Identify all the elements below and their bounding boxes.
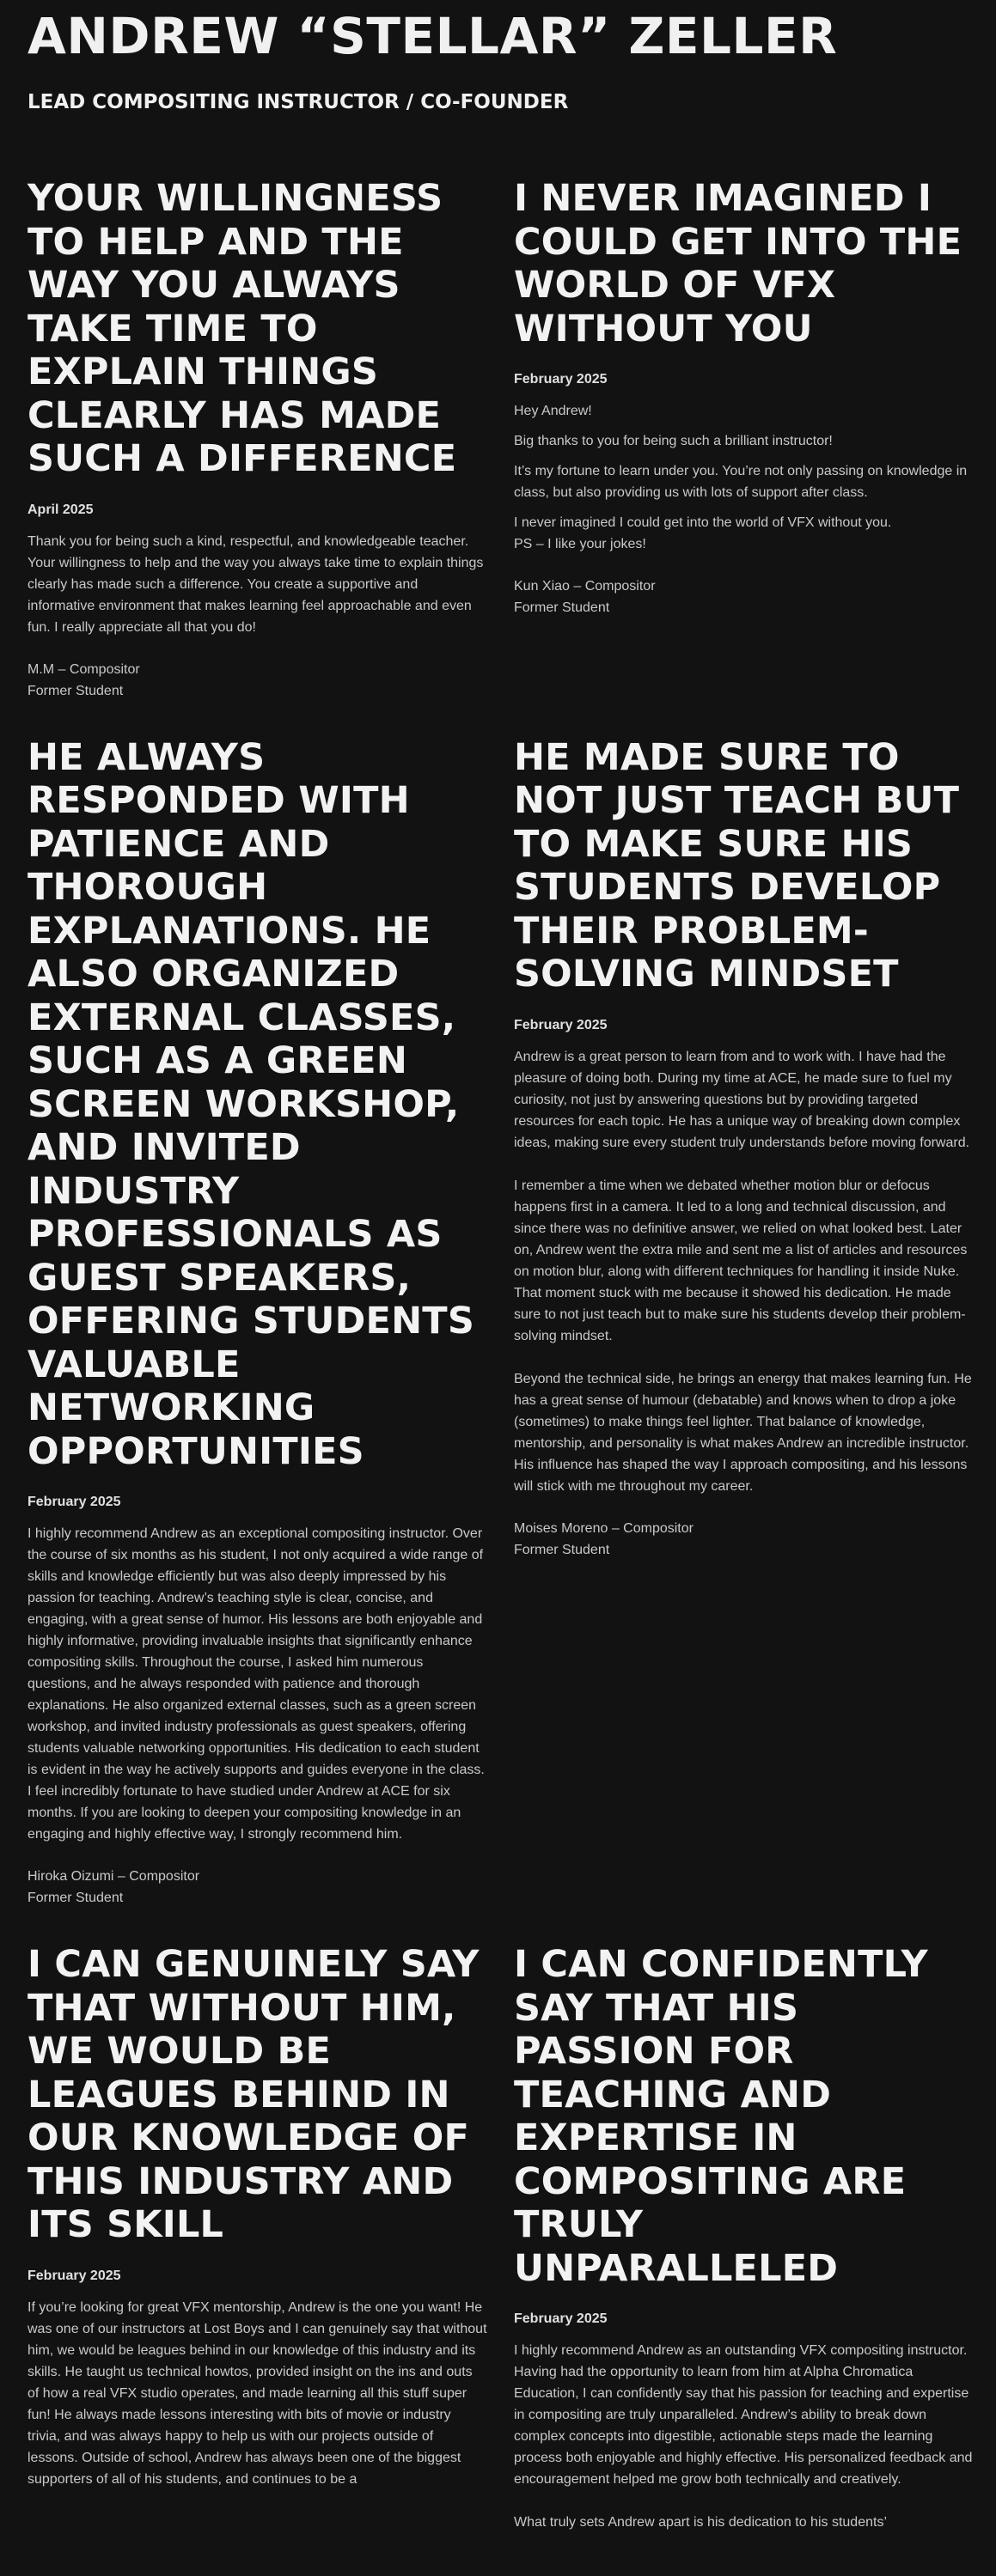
testimonial-quote: I CAN CONFIDENTLY SAY THAT HIS PASSION FOR TEACHING AND EXPERTISE IN COMPOSITING ARE TRULY UNPARALLELED [514, 1943, 928, 2290]
testimonial-body [514, 400, 974, 555]
testimonial-body [514, 2340, 974, 2533]
testimonial-paragraph: Beyond the technical side, he brings an energy that makes learning fun. He has a great sense of humour (debatable) and knows when to drop a joke (sometimes) to make things feel lighter. That balance of knowledge, mentorship, and personality is what makes Andrew an incredible instructor. His influence has shaped the way I approach compositing, and his lessons will stick with me throughout my career. [514, 1371, 972, 1494]
testimonial-date: April 2025 [27, 502, 94, 517]
testimonial-paragraph: Thank you for being such a kind, respectful, and knowledgeable teacher. Your willingness to help and the way you always take time to explain things clearly has made such a difference. You create a supportive and informative environment that makes learning feel approachable and even fun. I really appreciate all that you do! [27, 533, 484, 635]
testimonial-paragraph: It’s my fortune to learn under you. You’re not only passing on knowledge in class, but also providing us with lots of support after class. [514, 464, 968, 500]
testimonial-card [27, 1943, 487, 2576]
testimonial-paragraph: Andrew is a great person to learn from and to work with. I have had the pleasure of doing both. During my time at ACE, he made sure to fuel my curiosity, not just by answering questions but by providing targeted resources for each topic. He has a unique way of breaking down complex ideas, making sure every student truly understands before moving forward. [514, 1049, 970, 1150]
testimonial-paragraph: PS – I like your jokes! [514, 537, 646, 551]
testimonial-paragraph: I remember a time when we debated whether motion blur or defocus happens first in a camera. It led to a long and technical discussion, and since there was no definitive answer, we relied on what looked best. Later on, Andrew went the extra mile and sent me a list of articles and resources on motion blur, along with different techniques for handling it inside Nuke. That moment stuck with me because it showed his dedication. He made sure to not just teach but to make sure his students develop their problem-solving mindset. [514, 1178, 968, 1343]
testimonial-paragraph: If you’re looking for great VFX mentorship, Andrew is the one you want! He was one of our instructors at Lost Boys and I can genuinely say that without him, we would be leagues behind in our knowledge of this industry and its skills. He taught us technical howtos, provided insight on the ins and outs of how a real VFX studio operates, and made learning all this stuff super fun! He always made lessons interesting with bits of movie or industry trivia, and was always happy to help us with our projects outside of lessons. Outside of school, Andrew has always been one of the biggest supporters of all of his students, and continues to be a [27, 2299, 487, 2487]
testimonial-author-block [27, 659, 487, 702]
testimonial-card [27, 736, 487, 1944]
testimonial-status: Former Student [27, 683, 124, 698]
testimonial-paragraph: Big thanks to you for being such a brilliant instructor! [514, 434, 833, 448]
testimonial-paragraph: What truly sets Andrew apart is his dedication to his students’ [514, 2515, 887, 2530]
testimonial-author: Kun Xiao – Compositor [514, 579, 656, 594]
testimonial-author-block [514, 1518, 974, 1561]
testimonial-paragraph: I never imagined I could get into the world of VFX without you. [514, 515, 892, 530]
testimonial-author: M.M – Compositor [27, 661, 140, 677]
testimonial-date: February 2025 [514, 2311, 608, 2326]
testimonial-body [27, 1523, 487, 1845]
testimonial-status: Former Student [514, 600, 610, 615]
testimonial-author-block [27, 1866, 487, 1909]
header [27, 0, 969, 115]
instructor-name: ANDREW “STELLAR” ZELLER [27, 7, 838, 65]
testimonial-quote: HE MADE SURE TO NOT JUST TEACH BUT TO MAKE SURE HIS STUDENTS DEVELOP THEIR PROBLEM-SOLVING MINDSET [514, 735, 960, 996]
testimonial-quote: HE ALWAYS RESPONDED WITH PATIENCE AND THOROUGH EXPLANATIONS. HE ALSO ORGANIZED EXTERNAL CLASSES, SUCH AS A GREEN SCREEN WORKSHOP, AND INVITED INDUSTRY PROFESSIONALS AS GUEST SPEAKERS, OFFERING STUDENTS VALUABLE NETWORKING OPPORTUNITIES [27, 735, 475, 1473]
testimonial-status: Former Student [514, 1542, 610, 1557]
testimonials-grid [27, 177, 973, 2576]
testimonial-card [514, 736, 974, 1944]
testimonial-paragraph: I highly recommend Andrew as an exceptional compositing instructor. Over the course of six months as his student, I not only acquired a wide range of skills and knowledge efficiently but was also deeply impressed by his passion for teaching. Andrew’s teaching style is clear, concise, and engaging, with a great sense of humor. His lessons are both enjoyable and highly informative, providing invaluable insights that significantly enhance compositing skills. Throughout the course, I asked him numerous questions, and he always responded with patience and thorough explanations. He also organized external classes, such as a green screen workshop, and invited industry professionals as guest speakers, offering students valuable networking opportunities. His dedication to each student is evident in the way he actively supports and guides everyone in the class. I feel incredibly fortunate to have studied under Andrew at ACE for six months. If you are looking to deepen your compositing knowledge in an engaging and highly effective way, I strongly recommend him. [27, 1526, 485, 1842]
testimonial-date: February 2025 [27, 2268, 121, 2283]
testimonial-author: Hiroka Oizumi – Compositor [27, 1869, 200, 1884]
testimonial-card [27, 177, 487, 736]
testimonial-body [514, 1046, 974, 1497]
testimonial-quote: I NEVER IMAGINED I COULD GET INTO THE WORLD OF VFX WITHOUT YOU [514, 177, 962, 350]
testimonial-author: Moises Moreno – Compositor [514, 1520, 694, 1536]
testimonial-quote: YOUR WILLINGNESS TO HELP AND THE WAY YOU ALWAYS TAKE TIME TO EXPLAIN THINGS CLEARLY HAS MADE SUCH A DIFFERENCE [27, 177, 457, 480]
testimonial-card [514, 177, 974, 736]
testimonial-body [27, 2297, 487, 2490]
testimonial-date: February 2025 [514, 1017, 608, 1032]
testimonial-card [514, 1943, 974, 2576]
testimonial-date: February 2025 [514, 372, 608, 387]
testimonial-body [27, 531, 487, 638]
testimonial-quote: I CAN GENUINELY SAY THAT WITHOUT HIM, WE WOULD BE LEAGUES BEHIND IN OUR KNOWLEDGE OF THIS INDUSTRY AND ITS SKILL [27, 1943, 480, 2246]
testimonial-paragraph: Hey Andrew! [514, 404, 592, 418]
testimonial-author-block [514, 575, 974, 618]
testimonial-paragraph: I highly recommend Andrew as an outstanding VFX compositing instructor. Having had the opportunity to learn from him at Alpha Chromatica Education, I can confidently say that his passion for teaching and expertise in compositing are truly unparalleled. Andrew’s ability to break down complex concepts into digestible, actionable steps made the learning process both enjoyable and highly effective. His personalized feedback and encouragement helped me grow both technically and creatively. [514, 2343, 973, 2487]
testimonial-date: February 2025 [27, 1495, 121, 1509]
testimonial-status: Former Student [27, 1891, 124, 1905]
instructor-role: LEAD COMPOSITING INSTRUCTOR / CO-FOUNDER [27, 91, 569, 113]
